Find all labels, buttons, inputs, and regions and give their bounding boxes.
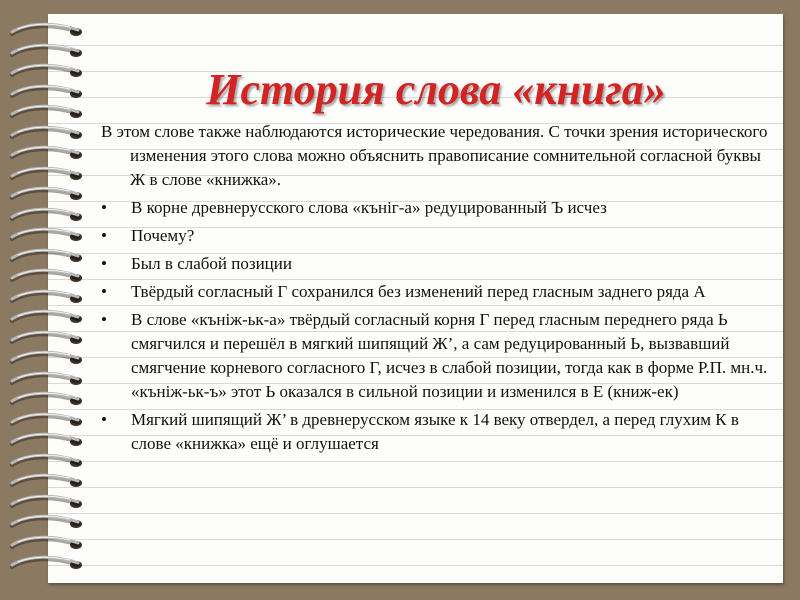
bullet-text: Был в слабой позиции [131, 254, 292, 273]
bullet-icon: • [101, 198, 107, 217]
list-item [101, 252, 773, 276]
spiral-ring [8, 125, 88, 143]
spiral-ring [8, 309, 88, 327]
spiral-ring [8, 289, 88, 307]
bullet-text: Мягкий шипящий Ж’ в древнерусском языке к 14 веку отвердел, а перед глухим К в слове «книжка» ещё и оглушается [131, 410, 739, 453]
spiral-ring [8, 43, 88, 61]
spiral-ring [8, 453, 88, 471]
spiral-ring [8, 555, 88, 573]
list-item [101, 196, 773, 220]
bullet-icon: • [101, 410, 107, 429]
spiral-ring [8, 350, 88, 368]
slide-body [101, 120, 773, 460]
bullet-icon: • [101, 310, 107, 329]
spiral-ring [8, 494, 88, 512]
spiral-ring [8, 432, 88, 450]
spiral-ring [8, 248, 88, 266]
spiral-ring [8, 22, 88, 40]
bullet-text: В корне древнерусского слова «кънiг-а» редуцированный Ъ исчез [131, 198, 607, 217]
list-item [101, 280, 773, 304]
bullet-text: Почему? [131, 226, 195, 245]
spiral-ring [8, 535, 88, 553]
bullet-text: В слове «кънiж-ьк-а» твёрдый согласный корня Г перед гласным переднего ряда Ь смягчился и перешёл в мягкий шипящий Ж’, а сам редуцированный Ь, вызвавший смягчение корневого согласного Г, исчез в слабой позиции, тогда как в форме Р.П. мн.ч. «кънiж-ьк-ъ» этот Ь оказался в сильной позиции и изменился в Е (книж-ек) [131, 310, 768, 401]
spiral-ring [8, 268, 88, 286]
bullet-icon: • [101, 226, 107, 245]
list-item [101, 408, 773, 456]
bullet-text: Твёрдый согласный Г сохранился без изменений перед гласным заднего ряда А [131, 282, 706, 301]
list-item [101, 308, 773, 404]
spiral-ring [8, 473, 88, 491]
spiral-ring [8, 412, 88, 430]
bullet-icon: • [101, 282, 107, 301]
spiral-ring [8, 391, 88, 409]
spiral-ring [8, 227, 88, 245]
spiral-ring [8, 207, 88, 225]
spiral-ring [8, 166, 88, 184]
bullet-list [101, 196, 773, 456]
spiral-ring [8, 514, 88, 532]
spiral-ring [8, 371, 88, 389]
intro-paragraph: В этом слове также наблюдаются исторические чередования. С точки зрения исторического изменения этого слова можно объяснить правописание сомнительной согласной буквы Ж в слове «книжка». [101, 122, 768, 189]
spiral-ring [8, 186, 88, 204]
list-item [101, 224, 773, 248]
spiral-ring [8, 145, 88, 163]
spiral-ring [8, 330, 88, 348]
bullet-icon: • [101, 254, 107, 273]
slide-title: История слова «книга» [206, 65, 666, 114]
